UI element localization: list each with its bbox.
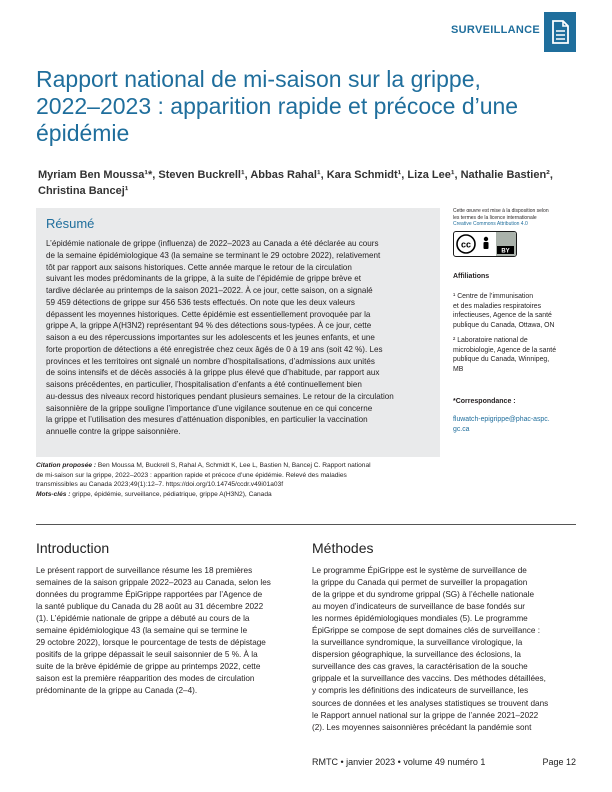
by-icon: [496, 232, 516, 256]
abstract-line: grippe A, la grippe A(H3N2) représentant 94 % des détections sous-typées. À ce jour, cette: [46, 321, 372, 331]
citation-line: de mi-saison sur la grippe, 2022–2023 : apparition rapide et précoce d’une épidémie. Relevé des maladies: [36, 471, 347, 479]
abstract-line: de soins intensifs et de décès associés à la grippe plus élevé que d’habitude, par rapport aux: [46, 368, 380, 378]
abstract-line: au-dessus des niveaux record historiques pendant plusieurs semaines. Le retour de la circulation: [46, 391, 394, 401]
affiliation-line: infectieuses, Agence de la santé: [453, 312, 552, 319]
affiliation-line: microbiologie, Agence de la santé: [453, 346, 557, 354]
methodes-line: la grippe du Canada qui permet de surveiller la propagation: [312, 578, 528, 588]
methodes-line: au moyen d’indicateurs de surveillance de base fondés sur: [312, 602, 526, 612]
cc-by-badge[interactable]: [453, 231, 517, 257]
citation-line: [36, 461, 440, 471]
page-title: [36, 66, 576, 147]
cc-icon: [454, 232, 496, 256]
abstract-line: saison a eu des répercussions importantes sur les adolescents et les jeunes enfants, et une: [46, 333, 375, 342]
intro-line: 29 octobre 2022), lorsque le pourcentage de tests de dépistage: [36, 638, 266, 648]
methodes-line: le Rapport annuel national sur la grippe de l’année 2021–2022: [312, 710, 539, 720]
methodes-line: grippale et la surveillance des vaccins. Des méthodes détaillées,: [312, 674, 546, 684]
abstract-line: la grippe et l’utilisation des mesures d’atténuation disponibles, en particulier la vaccination: [46, 415, 368, 425]
citation-label: Citation proposée :: [36, 462, 97, 469]
footer-page-number: Page 12: [542, 757, 576, 767]
intro-line: positifs de la grippe dépassait le seuil saisonnier de 5 %. À la: [36, 650, 258, 660]
citation-text: Ben Moussa M, Buckrell S, Rahal A, Schmidt K, Lee L, Bastien N, Bancej C. Rapport national: [96, 462, 371, 469]
abstract-line: forte proportion de détections a été enregistrée chez ceux âgés de 0 à 19 ans (soit 42 %). Les: [46, 344, 383, 354]
keywords-label: Mots-clés :: [36, 490, 71, 498]
intro-line: suite de la brève épidémie de grippe au printemps 2022, cette: [36, 662, 261, 672]
cc-text: cc: [460, 239, 472, 250]
keywords-line: [36, 490, 440, 500]
person-icon: [484, 237, 488, 241]
affiliation-line: ¹ Centre de l’immunisation: [453, 293, 534, 300]
title-line: Rapport national de mi-saison sur la grippe,: [36, 66, 481, 92]
methodes-line: la surveillance syndromique, la surveillance virologique, la: [312, 638, 523, 648]
author-line: Myriam Ben Moussa¹*, Steven Buckrell¹, Abbas Rahal¹, Kara Schmidt¹, Liza Lee¹, Nathalie Bastien²,: [38, 169, 553, 181]
intro-line: (1). L’épidémie nationale de grippe a débuté au cours de la: [36, 614, 250, 624]
title-line: 2022–2023 : apparition rapide et précoce d’une: [36, 93, 519, 119]
methodes-line: les normes épidémiologiques mondiales (5). Le programme: [312, 614, 528, 624]
affiliations-heading: Affiliations: [453, 273, 490, 280]
correspondence-heading: *Correspondance :: [453, 398, 516, 405]
introduction-heading: Introduction: [36, 540, 110, 556]
affiliation-line: publique du Canada, Winnipeg,: [453, 356, 550, 363]
abstract-line: tardive déclarée au printemps de la saison 2021–2022. À ce jour, cette saison, on a signalé: [46, 286, 373, 295]
methodes-text: [312, 565, 576, 734]
intro-line: semaines de la saison grippale 2022–2023 au Canada, selon les: [36, 578, 271, 588]
section-label: SURVEILLANCE: [451, 24, 540, 36]
license-link[interactable]: Creative Commons Attribution 4.0: [453, 221, 528, 227]
author-line: Christina Bancej¹: [38, 184, 129, 197]
by-text: BY: [501, 248, 510, 255]
citation-block: [36, 461, 440, 499]
abstract-line: tôt par rapport aux saisons historiques. Cette année marque le retour de la circulation: [46, 262, 352, 272]
methodes-line: Le programme ÉpiGrippe est le système de surveillance de: [312, 566, 527, 575]
intro-line: semaine épidémiologique 43 (la semaine qui se termine le: [36, 626, 248, 636]
title-line: épidémie: [36, 120, 130, 146]
methodes-line: sources de données et les analyses statistiques se trouvent dans: [312, 698, 549, 708]
intro-line: la santé publique du Canada du 28 août au 31 décembre 2022: [36, 602, 264, 612]
methodes-line: dispersion géographique, la surveillance des éclosions, la: [312, 650, 521, 660]
license-line: Cette œuvre est mise à la disposition selon: [453, 208, 549, 214]
affiliation-line: et des maladies respiratoires: [453, 302, 542, 310]
methodes-heading: Méthodes: [312, 540, 374, 556]
affiliation-line: MB: [453, 365, 464, 373]
abstract-line: 59 459 détections de grippe sur 456 536 tests effectués. On note que les deux valeurs: [46, 297, 355, 307]
abstract-box: [36, 208, 440, 457]
correspondence-email[interactable]: [453, 415, 577, 434]
abstract-line: dépassent les moyennes historiques. Cette épidémie est essentiellement provoquée par la: [46, 309, 371, 319]
methodes-line: de la grippe et du syndrome grippal (SG) à l’échelle nationale: [312, 590, 535, 600]
keywords-text: grippe, épidémie, surveillance, pédiatrique, grippe A(H3N2), Canada: [70, 490, 272, 498]
methodes-line: y compris les définitions des indicateurs de surveillance, les: [312, 686, 529, 696]
intro-line: Le présent rapport de surveillance résume les 18 premières: [36, 566, 253, 575]
affiliation-line: ² Laboratoire national de: [453, 337, 528, 344]
abstract-line: de la semaine épidémiologique 43 (la semaine se terminant le 29 octobre 2022), relativement: [46, 250, 381, 260]
author-list: [38, 168, 578, 199]
abstract-line: saisons précédentes, en particulier, l’hospitalisation d’enfants a été continuellement bien: [46, 380, 362, 389]
methodes-line: (2). Les moyennes saisonnières précédant la pandémie sont: [312, 722, 532, 732]
citation-doi-line[interactable]: transmissibles au Canada 2023;49(1):12–7. https://doi.org/10.14745/ccdr.v49i01a03f: [36, 481, 284, 489]
abstract-line: provinces et les territoires ont signalé un nombre d’hospitalisations, d’admissions aux unités: [46, 356, 375, 366]
affiliation-line: publique du Canada, Ottawa, ON: [453, 321, 555, 329]
license-line: les termes de la licence internationale: [453, 214, 537, 221]
email-line: gc.ca: [453, 425, 470, 433]
abstract-line: annuelle contre la grippe saisonnière.: [46, 427, 181, 436]
intro-line: données du programme ÉpiGrippe rapportées par l’Agence de: [36, 590, 263, 600]
affiliation-2: [453, 336, 577, 374]
abstract-line: saisonnière de la grippe souligne l’importance d’une vigilance soutenue en ce qui concerne: [46, 403, 373, 413]
footer-journal: RMTC • janvier 2023 • volume 49 numéro 1: [312, 757, 486, 767]
introduction-text: [36, 565, 296, 698]
methodes-line: surveillance des cas graves, la caractérisation de la souche: [312, 662, 528, 672]
abstract-heading: Résumé: [46, 216, 95, 231]
methodes-line: ÉpiGrippe se compose de sept domaines clés de surveillance :: [312, 626, 541, 636]
intro-line: prédominante de la grippe au Canada (2–4).: [36, 686, 198, 696]
document-icon: [544, 12, 576, 52]
abstract-line: suivant les modes prédominants de la grippe, à la suite de l’épidémie de grippe brève et: [46, 274, 361, 284]
abstract-text: [46, 238, 434, 438]
section-divider: [36, 524, 576, 525]
intro-line: saison est la première réapparition des modes de circulation: [36, 674, 255, 684]
affiliation-1: [453, 292, 577, 330]
email-line: fluwatch-epigrippe@phac-aspc.: [453, 416, 550, 423]
abstract-line: L’épidémie nationale de grippe (influenza) de 2022–2023 au Canada a été déclarée au cours: [46, 239, 379, 248]
license-note: [453, 208, 577, 228]
